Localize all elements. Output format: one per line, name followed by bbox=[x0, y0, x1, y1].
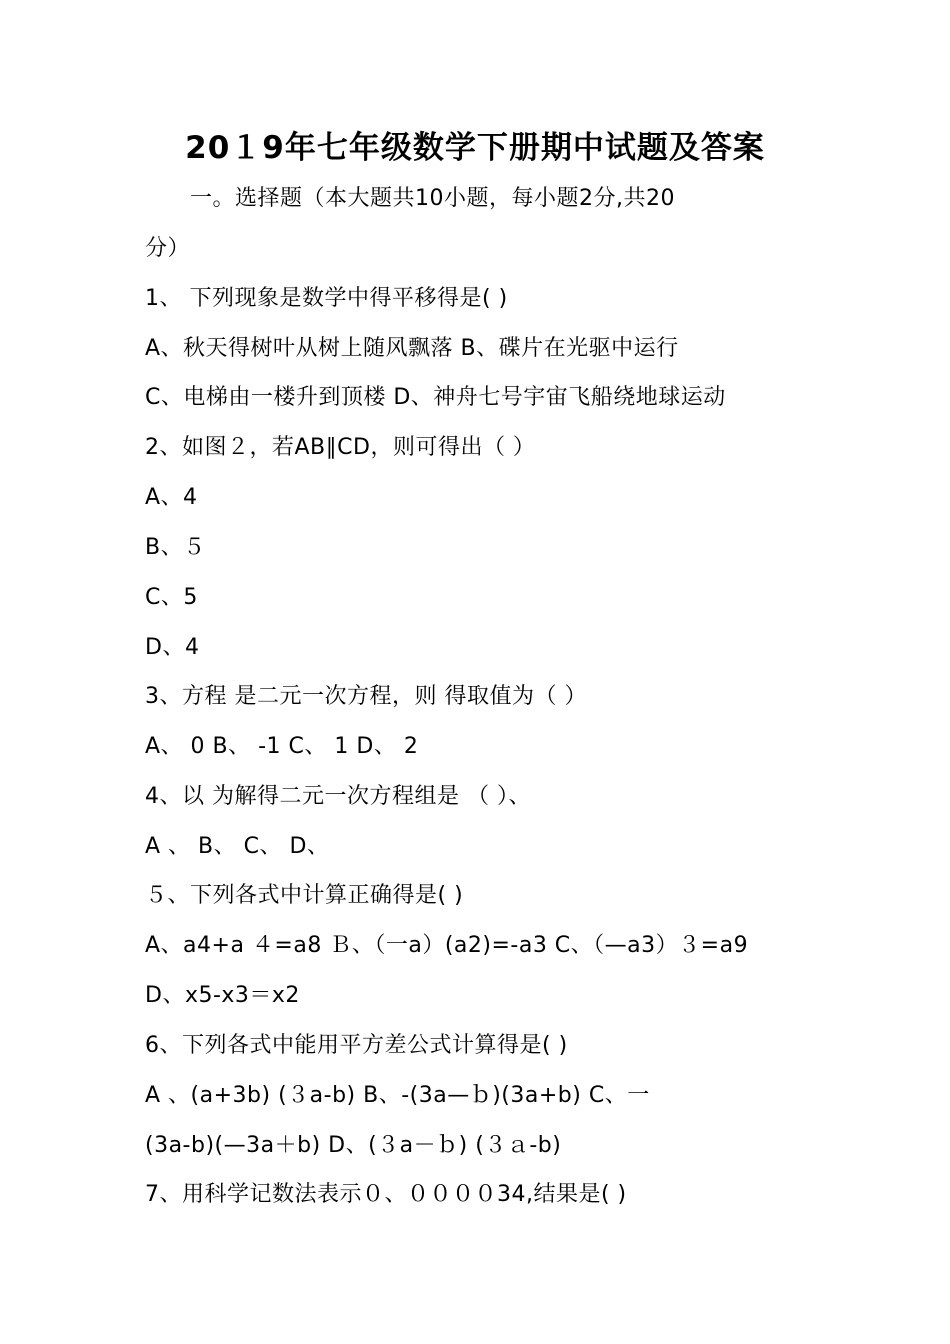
question-4: 4、以 为解得二元一次方程组是 （ ）、 bbox=[145, 784, 531, 809]
question-1: 1、 下列现象是数学中得平移得是( ) bbox=[145, 286, 508, 311]
question-6: 6、下列各式中能用平方差公式计算得是( ) bbox=[145, 1033, 568, 1058]
section-heading-cont: 分） bbox=[145, 236, 191, 261]
question-3-options: A、 0 B、 -1 C、 1 D、 2 bbox=[145, 734, 419, 759]
question-6-options-cd: (3a-b)(—3a＋b) D、(３a－ｂ) (３ａ-b) bbox=[145, 1133, 562, 1158]
question-2-option-d: D、4 bbox=[145, 635, 200, 660]
question-6-options-abc: A 、(a+3b) (３a-b) B、-(3a—ｂ)(3a+b) C、一 bbox=[145, 1083, 650, 1108]
question-5-option-d: D、x5-x3＝x2 bbox=[145, 983, 300, 1008]
question-5-options-abc: A、a4+a ４=a8 Ｂ、（一a）(a2)=-a3 C、（—a3）３=a9 bbox=[145, 933, 749, 958]
question-4-options: A 、 B、 C、 D、 bbox=[145, 834, 330, 859]
question-5: ５、下列各式中计算正确得是( ) bbox=[145, 883, 464, 908]
question-2-option-c: C、5 bbox=[145, 585, 198, 610]
question-2-option-b: B、５ bbox=[145, 535, 206, 560]
section-heading: 一。选择题（本大题共10小题，每小题2分,共20 bbox=[190, 186, 675, 211]
question-2-option-a: A、4 bbox=[145, 485, 198, 510]
question-1-options-ab: A、秋天得树叶从树上随风飘落 B、碟片在光驱中运行 bbox=[145, 336, 679, 361]
question-2: 2、如图２，若AB∥CD，则可得出（ ） bbox=[145, 435, 536, 460]
question-1-options-cd: C、电梯由一楼升到顶楼 D、神舟七号宇宙飞船绕地球运动 bbox=[145, 385, 726, 410]
question-7: 7、用科学记数法表示０、００００34,结果是( ) bbox=[145, 1182, 627, 1207]
page-title: 20１9年七年级数学下册期中试题及答案 bbox=[185, 130, 765, 166]
question-3: 3、方程 是二元一次方程，则 得取值为（ ） bbox=[145, 684, 587, 709]
